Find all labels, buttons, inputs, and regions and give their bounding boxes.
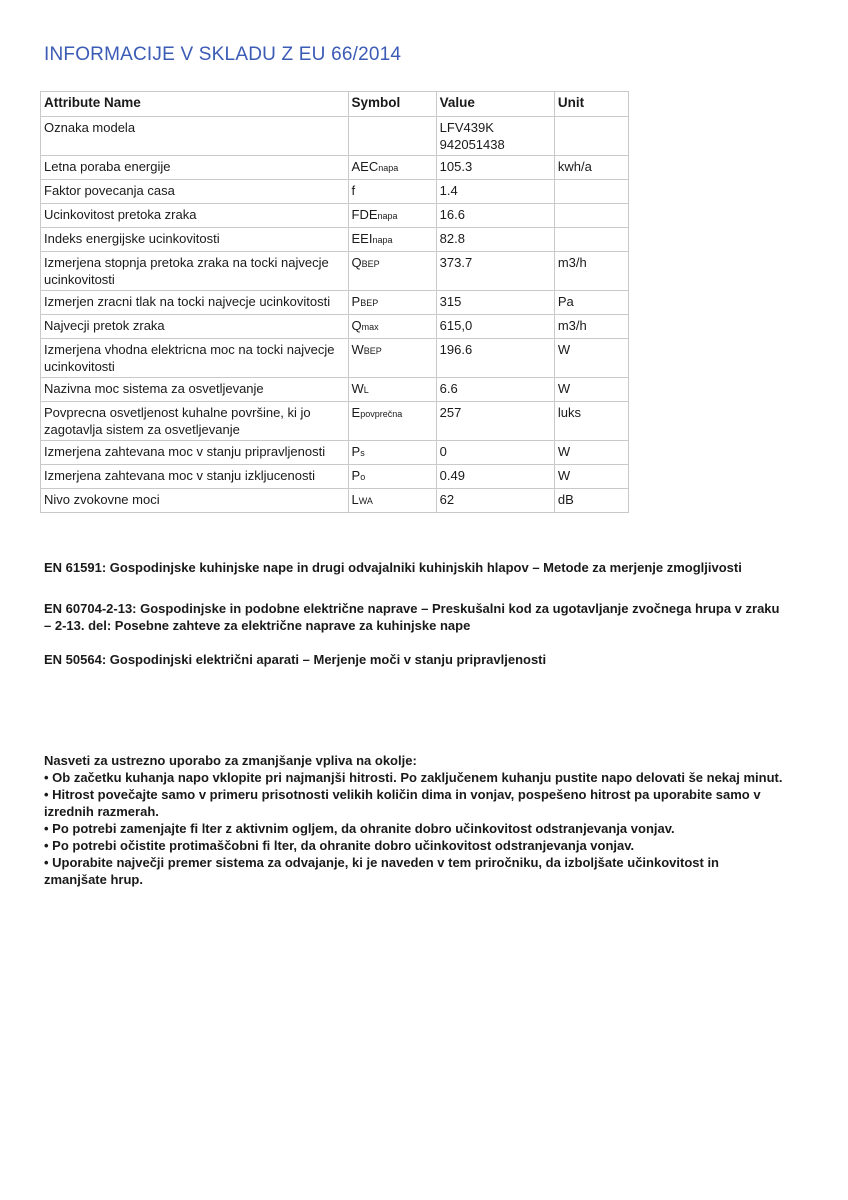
unit-cell xyxy=(554,204,628,228)
table-row xyxy=(41,291,629,315)
value-cell: LFV439K 942051438 xyxy=(436,117,554,156)
tips-heading: Nasveti za ustrezno uporabo za zmanjšanje vpliva na okolje: xyxy=(44,753,417,768)
symbol-cell xyxy=(348,180,436,204)
symbol-cell xyxy=(348,402,436,441)
value-cell: 82.8 xyxy=(436,228,554,252)
symbol-text: AEC xyxy=(351,159,379,174)
table-row xyxy=(41,204,629,228)
symbol-subscript: napa xyxy=(377,211,398,221)
symbol-cell xyxy=(348,204,436,228)
symbol-subscript: max xyxy=(361,322,379,332)
symbol-cell xyxy=(348,156,436,180)
header-attribute-name: Attribute Name xyxy=(41,92,349,117)
table-row xyxy=(41,339,629,378)
symbol-text: Q xyxy=(351,318,362,333)
symbol-text: L xyxy=(351,492,359,507)
value-cell: 16.6 xyxy=(436,204,554,228)
value-cell: 1.4 xyxy=(436,180,554,204)
symbol-cell xyxy=(348,117,436,156)
header-symbol: Symbol xyxy=(348,92,436,117)
unit-cell: W xyxy=(554,465,628,489)
unit-cell: W xyxy=(554,441,628,465)
table-body xyxy=(41,117,629,513)
symbol-cell xyxy=(348,315,436,339)
value-cell: 105.3 xyxy=(436,156,554,180)
symbol-cell xyxy=(348,252,436,291)
symbol-subscript: o xyxy=(360,472,366,482)
symbol-text: P xyxy=(351,444,361,459)
symbol-cell xyxy=(348,339,436,378)
symbol-cell xyxy=(348,228,436,252)
value-cell: 257 xyxy=(436,402,554,441)
tip-item: • Po potrebi zamenjajte fi lter z aktivnim ogljem, da ohranite dobro učinkovitost odstranjevanja vonjav. xyxy=(44,821,675,836)
tip-item: • Ob začetku kuhanja napo vklopite pri najmanjši hitrosti. Po zaključenem kuhanju pustite napo delovati še nekaj minut. xyxy=(44,770,783,785)
symbol-text: Q xyxy=(351,255,362,270)
symbol-text: FDE xyxy=(351,207,378,222)
unit-cell: Pa xyxy=(554,291,628,315)
table-header-row xyxy=(41,92,629,117)
attribute-name-cell: Izmerjena vhodna elektricna moc na tocki najvecje ucinkovitosti xyxy=(41,339,349,378)
symbol-subscript: povprečna xyxy=(360,409,403,419)
attribute-name-cell: Izmerjena zahtevana moc v stanju pripravljenosti xyxy=(41,441,349,465)
standard-en-50564: EN 50564: Gospodinjski električni aparati – Merjenje moči v stanju pripravljenosti xyxy=(44,652,547,667)
value-cell: 0.49 xyxy=(436,465,554,489)
symbol-subscript: BEP xyxy=(360,298,379,308)
attribute-name-cell: Izmerjena zahtevana moc v stanju izkljucenosti xyxy=(41,465,349,489)
symbol-text: P xyxy=(351,294,361,309)
tip-item: • Po potrebi očistite protimaščobni fi lter, da ohranite dobro učinkovitost odstranjevanja vonjav. xyxy=(44,838,635,853)
table-row xyxy=(41,402,629,441)
symbol-cell xyxy=(348,441,436,465)
table-row xyxy=(41,180,629,204)
symbol-subscript: L xyxy=(363,385,369,395)
table-row xyxy=(41,252,629,291)
symbol-text: P xyxy=(351,468,361,483)
standard-en-60704: EN 60704-2-13: Gospodinjske in podobne električne naprave – Preskušalni kod za ugotavljanje zvočnega hrupa v zraku – 2-13. del: Posebne zahteve za električne naprave za kuhinjske nape xyxy=(44,601,780,633)
attribute-name-cell: Najvecji pretok zraka xyxy=(41,315,349,339)
standard-en-61591: EN 61591: Gospodinjske kuhinjske nape in drugi odvajalniki kuhinjskih hlapov – Metode za merjenje zmogljivosti xyxy=(44,560,742,575)
attribute-name-cell: Povprecna osvetljenost kuhalne površine, ki jo zagotavlja sistem za osvetljevanje xyxy=(41,402,349,441)
page-title: INFORMACIJE V SKLADU Z EU 66/2014 xyxy=(44,44,402,65)
table-row xyxy=(41,315,629,339)
table-row xyxy=(41,117,629,156)
table-row xyxy=(41,228,629,252)
symbol-subscript: napa xyxy=(372,235,393,245)
symbol-cell xyxy=(348,489,436,513)
spec-table xyxy=(40,91,629,513)
symbol-text: EEI xyxy=(351,231,373,246)
header-unit: Unit xyxy=(554,92,628,117)
symbol-subscript: BEP xyxy=(363,346,382,356)
table-row xyxy=(41,465,629,489)
table-row xyxy=(41,378,629,402)
attribute-name-cell: Nivo zvokovne moci xyxy=(41,489,349,513)
value-cell: 315 xyxy=(436,291,554,315)
symbol-subscript: WA xyxy=(358,496,373,506)
unit-cell: m3/h xyxy=(554,252,628,291)
unit-cell xyxy=(554,117,628,156)
symbol-text: W xyxy=(351,342,364,357)
attribute-name-cell: Nazivna moc sistema za osvetljevanje xyxy=(41,378,349,402)
value-cell: 0 xyxy=(436,441,554,465)
table-row xyxy=(41,441,629,465)
attribute-name-cell: Faktor povecanja casa xyxy=(41,180,349,204)
value-cell: 196.6 xyxy=(436,339,554,378)
value-cell: 6.6 xyxy=(436,378,554,402)
unit-cell: W xyxy=(554,339,628,378)
tip-item: • Hitrost povečajte samo v primeru prisotnosti velikih količin dima in vonjav, pospešeno hitrost pa uporabite samo v izrednih razmerah. xyxy=(44,787,761,819)
unit-cell xyxy=(554,180,628,204)
symbol-subscript: BEP xyxy=(361,259,380,269)
unit-cell: luks xyxy=(554,402,628,441)
usage-tips xyxy=(44,752,784,888)
header-value: Value xyxy=(436,92,554,117)
attribute-name-cell: Izmerjena stopnja pretoka zraka na tocki najvecje ucinkovitosti xyxy=(41,252,349,291)
table-row xyxy=(41,156,629,180)
unit-cell: W xyxy=(554,378,628,402)
value-cell: 62 xyxy=(436,489,554,513)
attribute-name-cell: Oznaka modela xyxy=(41,117,349,156)
symbol-subscript: s xyxy=(360,448,365,458)
value-cell: 615,0 xyxy=(436,315,554,339)
unit-cell: m3/h xyxy=(554,315,628,339)
symbol-cell xyxy=(348,291,436,315)
table-row xyxy=(41,489,629,513)
unit-cell: kwh/a xyxy=(554,156,628,180)
symbol-subscript: napa xyxy=(378,163,399,173)
attribute-name-cell: Letna poraba energije xyxy=(41,156,349,180)
attribute-name-cell: Izmerjen zracni tlak na tocki najvecje ucinkovitosti xyxy=(41,291,349,315)
symbol-text: W xyxy=(351,381,364,396)
symbol-cell xyxy=(348,465,436,489)
symbol-text: E xyxy=(351,405,361,420)
value-cell: 373.7 xyxy=(436,252,554,291)
attribute-name-cell: Indeks energijske ucinkovitosti xyxy=(41,228,349,252)
unit-cell xyxy=(554,228,628,252)
symbol-text: f xyxy=(351,183,356,198)
symbol-cell xyxy=(348,378,436,402)
attribute-name-cell: Ucinkovitost pretoka zraka xyxy=(41,204,349,228)
unit-cell: dB xyxy=(554,489,628,513)
tip-item: • Uporabite največji premer sistema za odvajanje, ki je naveden v tem priročniku, da izboljšate učinkovitost in zmanjšate hrup. xyxy=(44,855,719,887)
